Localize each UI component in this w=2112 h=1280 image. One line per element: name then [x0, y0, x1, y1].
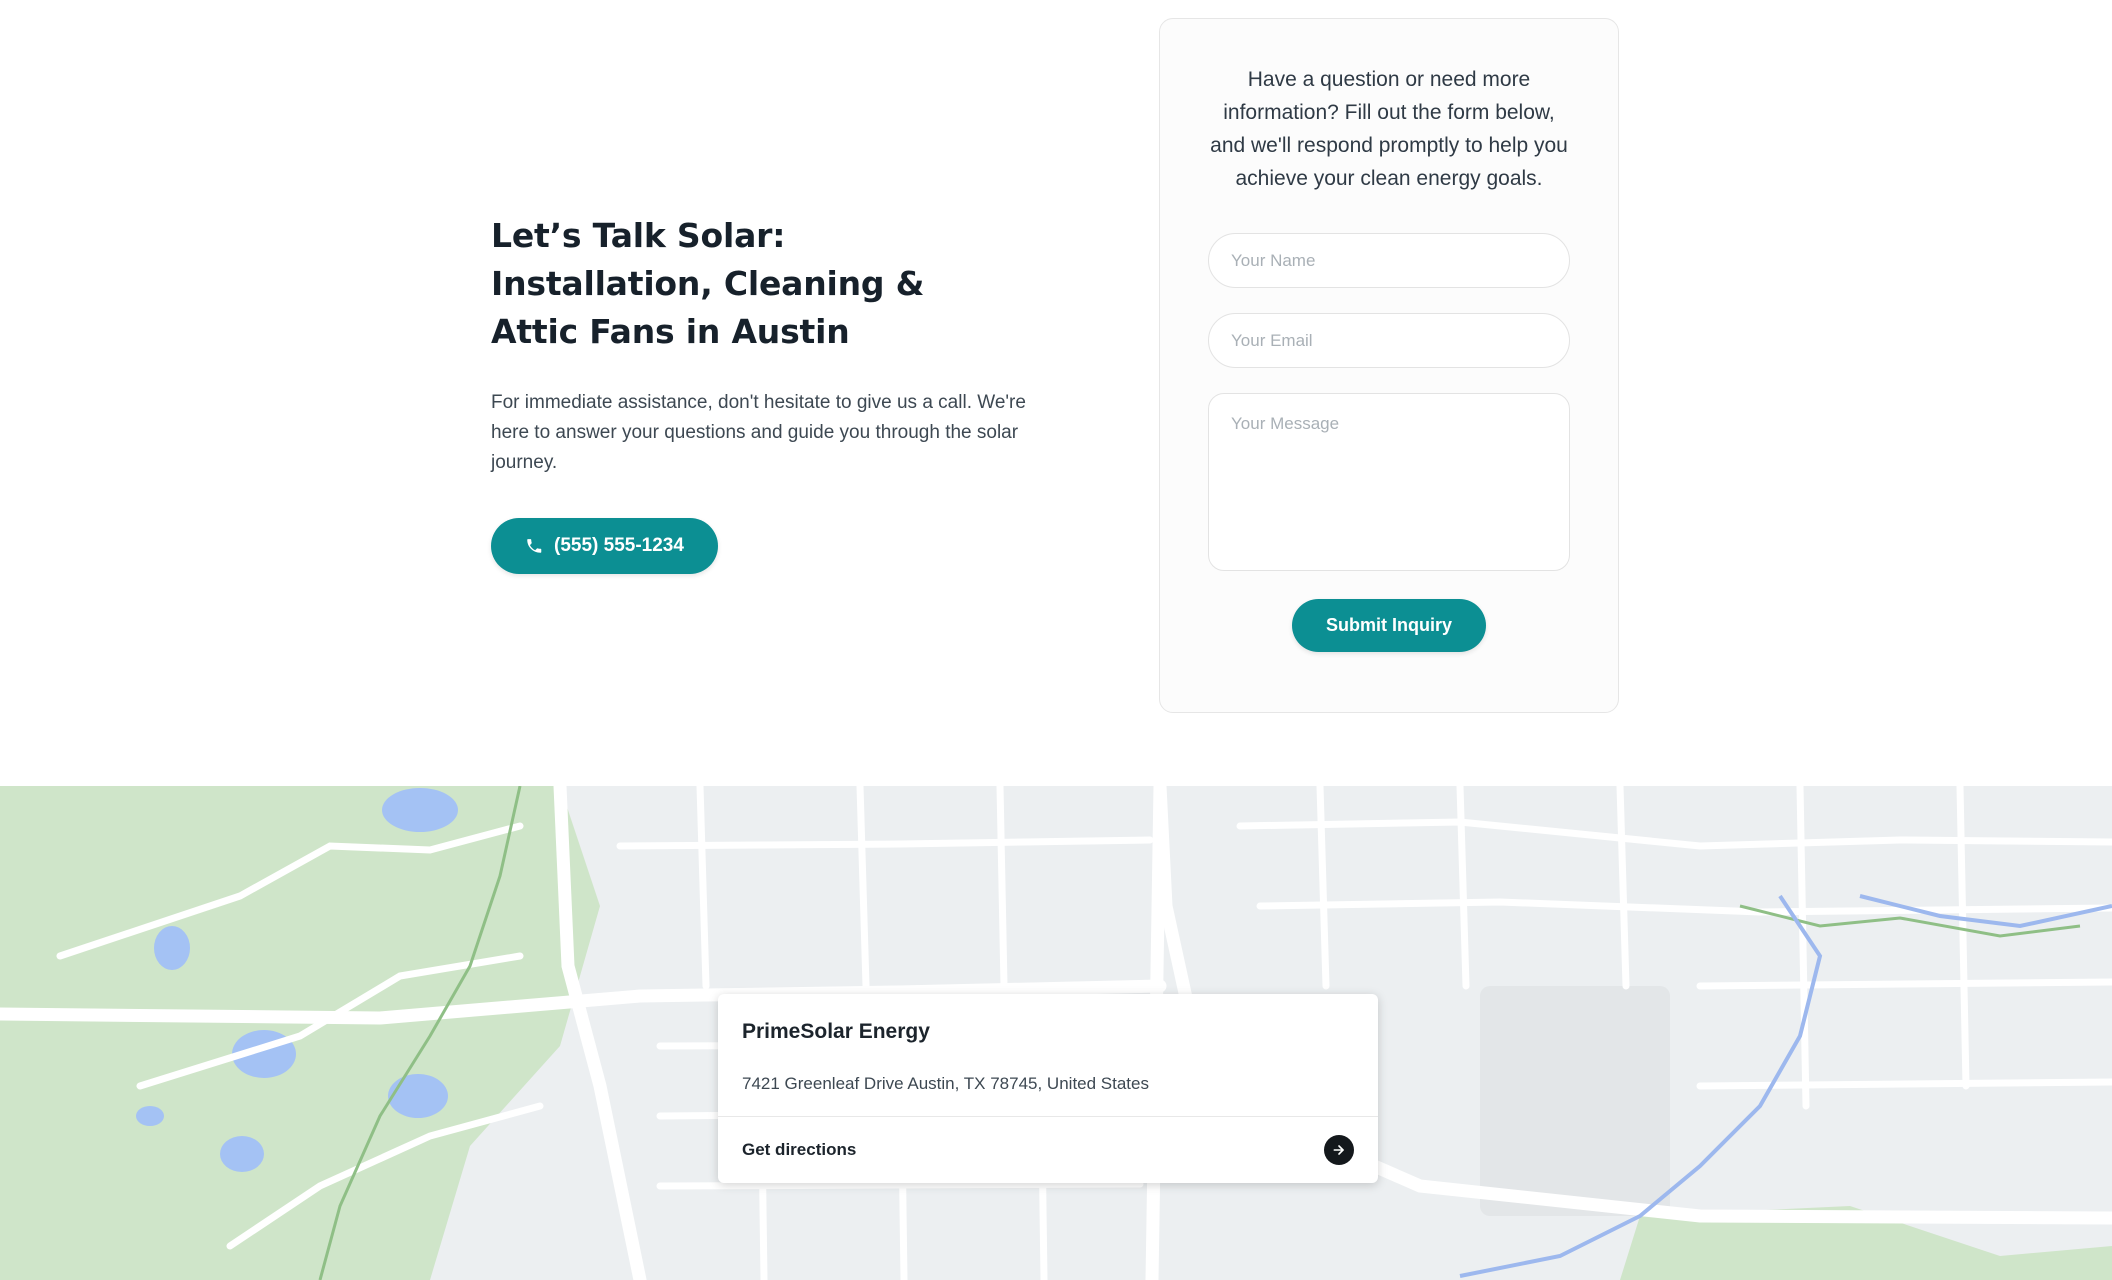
business-name: PrimeSolar Energy — [742, 1020, 930, 1043]
phone-icon — [525, 537, 543, 555]
contact-form-card — [1159, 18, 1619, 713]
business-address: 7421 Greenleaf Drive Austin, TX 78745, United States — [742, 1074, 1149, 1093]
name-input[interactable] — [1208, 233, 1570, 288]
message-input[interactable] — [1208, 393, 1570, 571]
get-directions-row[interactable] — [718, 1116, 1378, 1183]
contact-intro-block — [491, 212, 1051, 574]
email-input[interactable] — [1208, 313, 1570, 368]
contact-description: For immediate assistance, don't hesitate to give us a call. We're here to answer your questions and guide you through the solar journey. — [491, 392, 1026, 473]
form-intro-text: Have a question or need more information? Fill out the form below, and we'll respond promptly to help you achieve your clean energy goals. — [1210, 68, 1568, 190]
business-info-card — [718, 994, 1378, 1183]
page-title: Let’s Talk Solar: Installation, Cleaning & Attic Fans in Austin — [491, 216, 925, 351]
submit-inquiry-button[interactable]: Submit Inquiry — [1292, 599, 1486, 652]
call-phone-label: (555) 555-1234 — [554, 535, 684, 556]
business-info-body — [718, 994, 1378, 1116]
call-phone-button[interactable] — [491, 518, 718, 574]
map-section[interactable] — [0, 786, 2112, 1280]
arrow-right-icon[interactable] — [1324, 1135, 1354, 1165]
submit-row — [1208, 599, 1570, 652]
get-directions-label: Get directions — [742, 1140, 857, 1159]
